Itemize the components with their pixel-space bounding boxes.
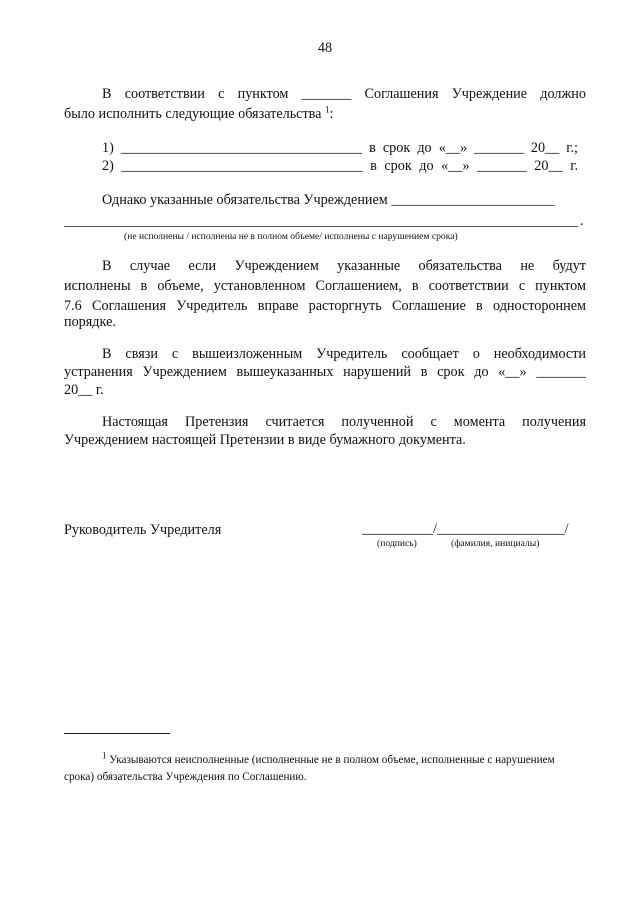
para2-line1: Однако указанные обязательства Учреждением _______________________ (102, 192, 555, 208)
para3-line1: В случае если Учреждением указанные обязательства не будут (102, 258, 586, 274)
obligation-item-2: 2) __________________________________ в срок до «__» _______ 20__ г. (102, 158, 578, 174)
para4-line1: В связи с вышеизложенным Учредитель сообщает о необходимости (102, 346, 586, 362)
page-number: 48 (317, 40, 333, 56)
para1-line1: В соответствии с пунктом _______ Соглашения Учреждение должно (102, 86, 586, 102)
para2-caption: (не исполнены / исполнены не в полном объеме/ исполнены с нарушением срока) (124, 231, 458, 242)
footnote-line2: срока) обязательства Учреждения по Соглашению. (64, 771, 307, 783)
para1-line2 (64, 104, 333, 124)
footnote-text-1: Указываются неисполненные (исполненные не в полном объеме, исполненные с нарушением (109, 754, 555, 766)
blank-line (64, 226, 578, 227)
signature-line: __________/__________________/ (362, 521, 569, 537)
signature-caption-name: (фамилия, инициалы) (451, 538, 540, 549)
para3-line4: порядке. (64, 314, 116, 330)
footnote-reference: 1 (325, 104, 330, 115)
para1-line2-text: было исполнить следующие обязательства (64, 106, 322, 122)
para3-line2: исполнены в объеме, установленном Соглашением, в соответствии с пунктом (64, 278, 586, 294)
obligation-item-1: 1) __________________________________ в срок до «__» _______ 20__ г.; (102, 140, 578, 156)
para5-line2: Учреждением настоящей Претензии в виде бумажного документа. (64, 432, 466, 448)
para5-line1: Настоящая Претензия считается полученной с момента получения (102, 414, 586, 430)
para4-line2: устранения Учреждением вышеуказанных нарушений в срок до «__» _______ (64, 364, 586, 380)
para4-line3: 20__ г. (64, 382, 104, 398)
signature-label: Руководитель Учредителя (64, 522, 222, 538)
para1-line2-end: : (329, 106, 334, 122)
para2-line2-end: . (580, 213, 584, 229)
footnote-separator (64, 733, 170, 734)
footnote-mark: 1 (102, 750, 107, 761)
para3-line3: 7.6 Соглашения Учредитель вправе расторгнуть Соглашение в одностороннем (64, 298, 586, 314)
signature-caption-sign: (подпись) (377, 538, 417, 549)
